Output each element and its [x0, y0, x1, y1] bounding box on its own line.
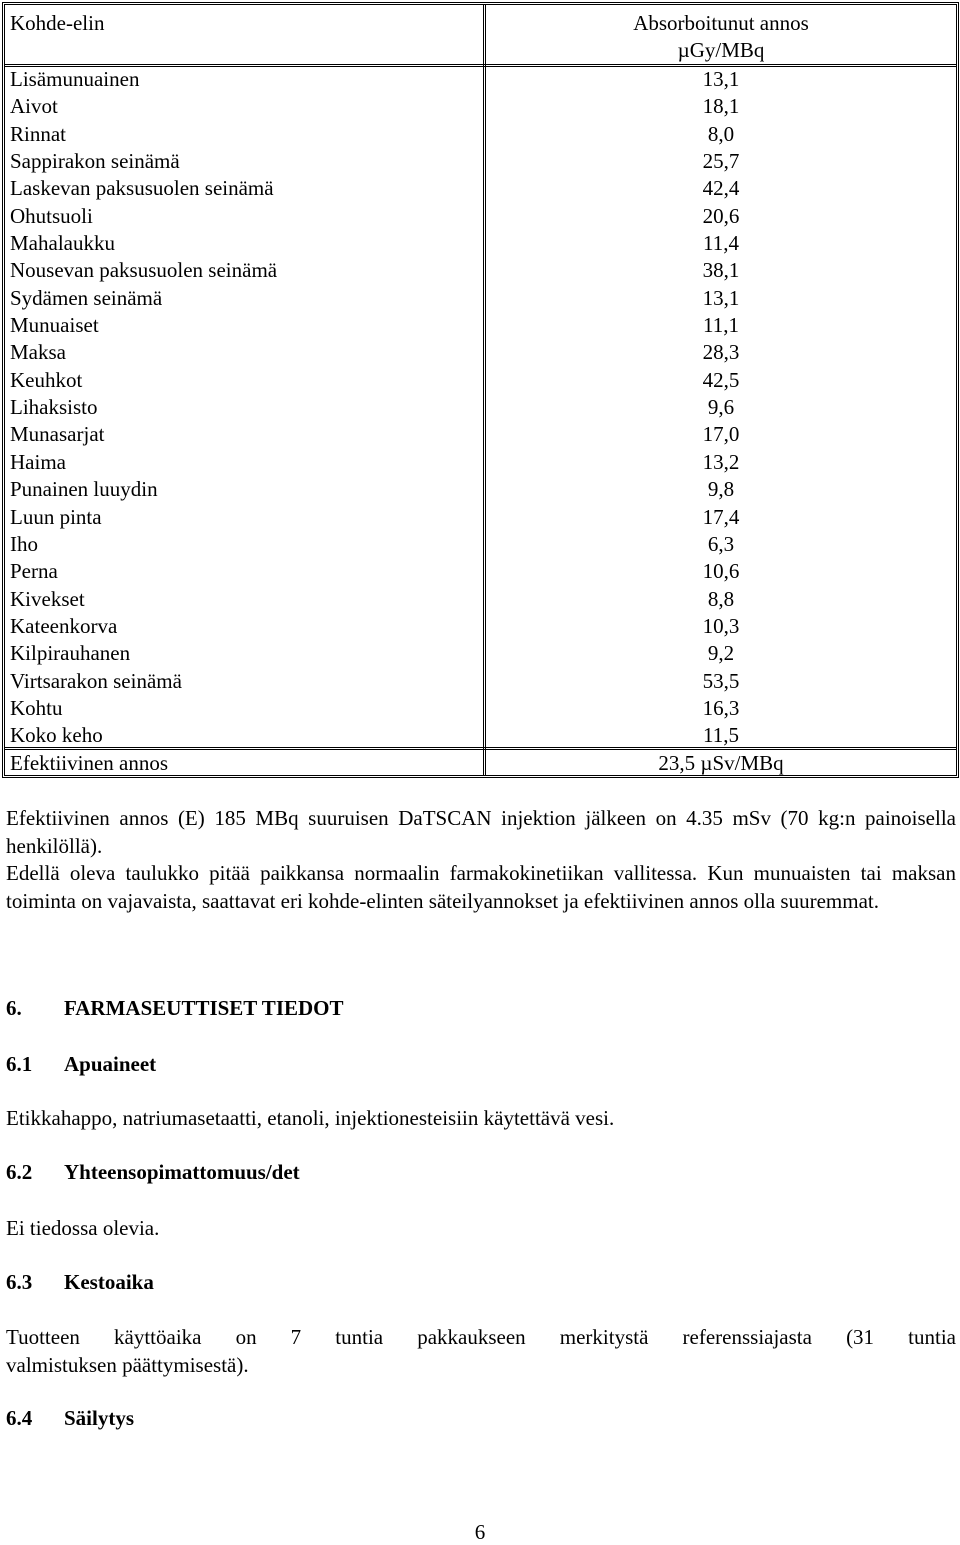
- dose-cell: 6,3: [707, 531, 735, 556]
- effective-dose-label: Efektiivinen annos: [10, 751, 169, 775]
- dose-cell: 16,3: [702, 695, 740, 720]
- dose-cell: 38,1: [702, 258, 740, 283]
- dose-cell: 13,1: [702, 285, 740, 310]
- organ-cell: Kateenkorva: [10, 613, 118, 638]
- paragraph-effective-dose: Efektiivinen annos (E) 185 MBq suuruisen DaTSCAN injektion jälkeen on 4.35 mSv (70 kg:n painoisella henkilöllä).: [6, 806, 956, 858]
- section-6-3-line-1: Tuotteen käyttöaika on 7 tuntia pakkaukseen merkitystä referenssiajasta (31 tuntia: [6, 1325, 956, 1349]
- section-number: 6.2: [6, 1160, 33, 1184]
- section-6-2-heading: [6, 1160, 300, 1185]
- section-title: Yhteensopimattomuus/det: [64, 1160, 300, 1184]
- page-number: 6: [474, 1520, 486, 1544]
- dose-cell: 42,5: [702, 367, 740, 392]
- organ-cell: Luun pinta: [10, 504, 102, 529]
- section-6-1-text: Etikkahappo, natriumasetaatti, etanoli, injektionesteisiin käytettävä vesi.: [6, 1106, 615, 1130]
- dose-cell: 17,4: [702, 504, 740, 529]
- section-6-heading: [6, 996, 344, 1021]
- organ-cell: Haima: [10, 449, 66, 474]
- dose-cell: 11,1: [703, 313, 739, 338]
- dose-cell: 9,2: [707, 641, 735, 666]
- organ-column: [10, 66, 277, 750]
- organ-cell: Keuhkot: [10, 367, 83, 392]
- dose-cell: 8,8: [707, 586, 735, 611]
- dose-cell: 11,5: [703, 723, 739, 748]
- effective-dose-value: 23,5 µSv/MBq: [658, 751, 784, 775]
- section-6-3-line-2: valmistuksen päättymisestä).: [6, 1353, 249, 1377]
- section-6-3-text: [6, 1323, 956, 1379]
- dose-cell: 18,1: [702, 94, 740, 119]
- section-6-1-heading: [6, 1052, 156, 1077]
- organ-cell: Kohtu: [10, 695, 63, 720]
- organ-cell: Maksa: [10, 340, 66, 365]
- section-6-4-heading: [6, 1406, 134, 1431]
- dose-cell: 10,3: [702, 613, 740, 638]
- section-number: 6.3: [6, 1270, 33, 1294]
- dose-cell: 17,0: [702, 422, 740, 447]
- dose-cell: 25,7: [702, 149, 740, 174]
- organ-cell: Sydämen seinämä: [10, 285, 163, 310]
- section-title: Apuaineet: [64, 1052, 157, 1076]
- dose-column: [485, 66, 957, 750]
- organ-cell: Kilpirauhanen: [10, 641, 131, 666]
- dose-cell: 13,1: [702, 67, 740, 91]
- organ-cell: Kivekset: [10, 586, 85, 611]
- organ-cell: Perna: [10, 559, 58, 584]
- dose-cell: 8,0: [707, 121, 735, 146]
- organ-cell: Rinnat: [10, 121, 66, 146]
- organ-cell: Laskevan paksusuolen seinämä: [10, 176, 274, 201]
- dose-cell: 13,2: [702, 449, 740, 474]
- organ-cell: Mahalaukku: [10, 231, 115, 256]
- organ-cell: Munasarjat: [10, 422, 105, 447]
- dose-cell: 53,5: [702, 668, 740, 693]
- dose-cell: 20,6: [702, 203, 740, 228]
- section-number: 6.1: [6, 1052, 33, 1076]
- section-number: 6.4: [6, 1406, 33, 1430]
- organ-cell: Nousevan paksusuolen seinämä: [10, 258, 278, 283]
- section-title: FARMASEUTTISET TIEDOT: [64, 996, 344, 1020]
- dose-cell: 9,8: [707, 477, 735, 502]
- organ-cell: Sappirakon seinämä: [10, 149, 180, 174]
- dose-table: [2, 2, 959, 778]
- organ-cell: Koko keho: [10, 723, 103, 748]
- section-6-3-heading: [6, 1270, 154, 1295]
- header-dose-unit: µGy/MBq: [677, 38, 765, 63]
- header-dose-title: Absorboitunut annos: [633, 11, 809, 35]
- header-organ: Kohde-elin: [10, 11, 105, 35]
- paragraph-kinetics: Edellä oleva taulukko pitää paikkansa normaalin farmakokinetiikan vallitessa. Kun munuaisten tai maksan toiminta on vajavaista, saattavat eri kohde-elinten säteilyannokset ja efektiivinen annos olla suuremmat.: [6, 861, 956, 913]
- organ-cell: Lisämunuainen: [10, 67, 140, 91]
- organ-cell: Ohutsuoli: [10, 203, 93, 228]
- header-dose: [485, 10, 957, 65]
- dose-cell: 42,4: [702, 176, 740, 201]
- dose-cell: 10,6: [702, 559, 740, 584]
- section-title: Kestoaika: [64, 1270, 154, 1294]
- dose-cell: 9,6: [707, 395, 735, 420]
- section-number: 6.: [6, 996, 22, 1020]
- dose-cell: 28,3: [702, 340, 740, 365]
- organ-cell: Iho: [10, 531, 38, 556]
- organ-cell: Lihaksisto: [10, 395, 98, 420]
- organ-cell: Virtsarakon seinämä: [10, 668, 182, 693]
- dose-cell: 11,4: [703, 231, 739, 256]
- section-6-2-text: Ei tiedossa olevia.: [6, 1216, 160, 1240]
- organ-cell: Munuaiset: [10, 313, 99, 338]
- organ-cell: Punainen luuydin: [10, 477, 158, 502]
- organ-cell: Aivot: [10, 94, 58, 119]
- section-title: Säilytys: [64, 1406, 135, 1430]
